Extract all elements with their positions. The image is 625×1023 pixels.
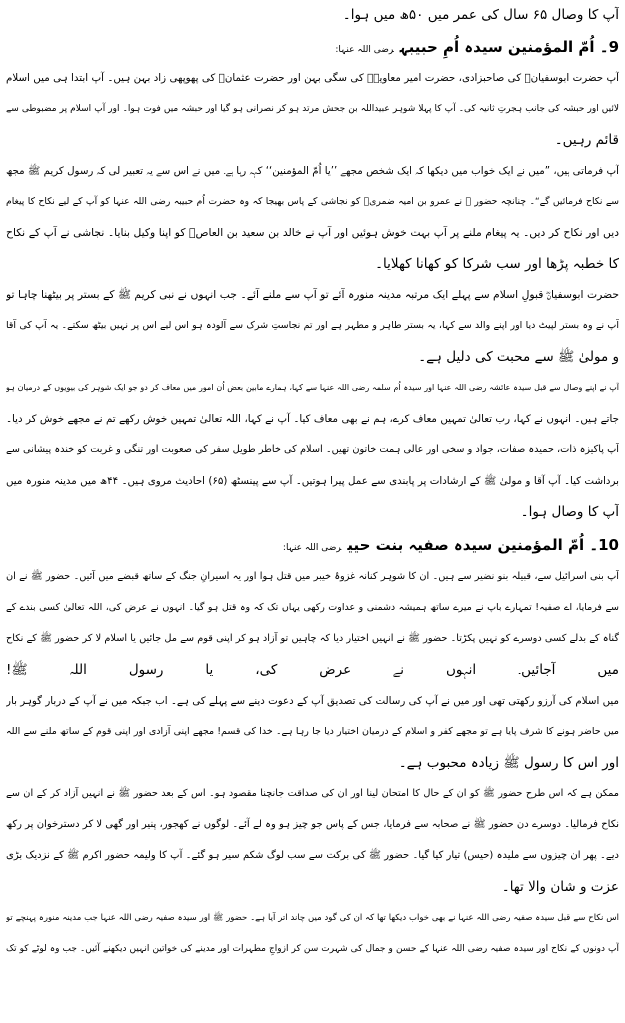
line-text: حضرت ابوسفیانؓ قبولِ اسلام سے پہلے ایک مرتبہ مدینہ منورہ آئے تو آپ سے ملنے آئے۔ جب انہوں نے نبی کریم ﷺ کے بستر پر بیٹھنا چاہا تو <box>6 288 619 301</box>
page-line <box>6 156 619 186</box>
page-line <box>6 810 619 840</box>
line-text: دیے۔ پھر ان چیزوں سے ملیدہ (حیس) تیار کیا گیا۔ حضور ﷺ کی برکت سے سب لوگ شکم سیر ہو گئے۔ آپ کا ولیمہ حضور اکرم ﷺ کے نزدیک بڑی <box>6 850 619 861</box>
page-line <box>6 0 619 30</box>
line-text: سے فرمایا، اے صفیہ! تمہارے باپ نے میرے ساتھ ہمیشہ دشمنی و عداوت رکھی یہاں تک کہ وہ قتل ہو گیا۔ انہوں نے عرض کی، اللہ تعالیٰ کسی بندے کے <box>6 602 619 613</box>
page-line <box>6 342 619 372</box>
line-text: سے نکاح فرمائیں گے“۔ چنانچہ حضور ﷺ نے عمرو بن امیہ ضمریؓ کو نجاشی کے پاس بھیجا کہ وہ حضرت اُم حبیبہ رضی اللہ عنہا کو آپ کے لیے نکاح کا پیغام <box>6 196 619 207</box>
line-text: آپ پاکیزہ ذات، حمیدہ صفات، جواد و سخی اور عالی ہمت خاتون تھیں۔ اسلام کی خاطر طویل سفر کی صعوبت اور تنگی و غربت کو خندہ پیشانی سے <box>6 444 619 455</box>
page-line <box>6 249 619 279</box>
heading-honorific: رضی اللہ عنہا: <box>335 45 394 55</box>
page-line <box>6 779 619 809</box>
line-text: آپ دونوں کے نکاح اور سیدہ صفیہ رضی اللہ عنہا کے حسن و جمال کی شہرت سن کر ازواجِ مطہرات اور مدینے کی خواتین انہیں دیکھنے آئیں۔ جب وہ لوٹے کو تک <box>6 944 619 954</box>
line-text: آپ نے وہ بستر لپیٹ دیا اور اپنے والد سے کہا، یہ بستر طاہر و مطہر ہے اور تم نجاستِ شرک سے آلودہ ہو اس لیے اس پر نہیں بیٹھ سکتے۔ یہ آپ کی آقا <box>6 320 619 331</box>
line-text: عزت و شان والا تھا۔ <box>501 879 619 895</box>
line-text: آپ کا وصال ہوا۔ <box>520 504 619 520</box>
line-text: میں آجائیں۔ انہوں نے عرض کی، یا رسول اللہ ﷺ! <box>6 662 619 678</box>
line-text: آپ فرماتی ہیں، ”میں نے ایک خواب میں دیکھا کہ ایک شخص مجھے ’’یا اُمّ المؤمنین‘‘ کہہ رہا ہے۔ میں نے اس سے یہ تعبیر لی کہ رسول کریم ﷺ مجھ <box>6 165 619 177</box>
section-heading-safiyya <box>6 530 619 560</box>
line-text: آپ کا وصال ۶۵ سال کی عمر میں ۵۰ھ میں ہوا۔ <box>342 7 619 23</box>
heading-honorific: رضی اللہ عنہا: <box>282 543 342 553</box>
line-text: دیں اور نکاح کر دیں۔ یہ پیغام ملنے پر آپ بہت خوش ہوئیں اور آپ نے خالد بن سعید بن العاصؓ کو اپنا وکیل بنایا۔ نجاشی نے آپ کے نکاح <box>6 226 619 239</box>
page-line <box>6 63 619 93</box>
line-text: اور اس کا رسول ﷺ زیادہ محبوب ہے۔ <box>398 755 619 771</box>
line-text: آپ نے اپنے وصال سے قبل سیدہ عائشہ رضی اللہ عنہا اور سیدہ اُم سلمہ رضی اللہ عنہا سے کہا، ہمارے مابین بعض اُن امور میں معاف کر دو جو ایک شوہر کی بیویوں کے درمیان ہو <box>6 383 619 392</box>
line-text: ممکن ہے کہ اس طرح حضور ﷺ کو ان کے حال کا امتحان لینا اور ان کی صداقت جانچنا مقصود ہو۔ اس کے بعد حضور ﷺ نے انہیں آزاد کر کے ان سے <box>6 788 619 799</box>
line-text: آپ بنی اسرائیل سے، قبیلہ بنو نضیر سے ہیں۔ ان کا شوہر کنانہ غزوۂ خیبر میں قتل ہوا اور یہ اسیرانِ جنگ کے ساتھ قبضے میں آئیں۔ حضور ﷺ نے ان <box>6 571 619 582</box>
line-text: کا خطبہ پڑھا اور سب شرکا کو کھانا کھلایا۔ <box>375 256 619 272</box>
page-line <box>6 218 619 248</box>
page-line <box>6 934 619 964</box>
page-line <box>6 404 619 434</box>
book-page <box>6 0 619 1023</box>
line-text: میں اسلام کی آرزو رکھتی تھی اور میں نے آپ کی رسالت کی تصدیق آپ کے دعوت دینے سے پہلے کی ہے۔ اب جبکہ میں نے آپ کے دربار گوہر بار <box>6 695 619 707</box>
line-text: و مولیٰ ﷺ سے محبت کی دلیل ہے۔ <box>418 349 619 365</box>
line-text: اس نکاح سے قبل سیدہ صفیہ رضی اللہ عنہا نے بھی خواب دیکھا تھا کہ ان کی گود میں چاند اتر آیا ہے۔ حضور ﷺ اور سیدہ صفیہ رضی اللہ عنہا جب مدینہ منورہ پہنچے تو <box>6 913 619 923</box>
page-line <box>6 466 619 496</box>
line-text: گناہ کے بدلے کسی دوسرے کو نہیں پکڑتا۔ حضور ﷺ نے انہیں اختیار دیا کہ چاہیں تو آزاد ہو کر اپنی قوم سے مل جائیں یا اسلام لا کر حضور ﷺ کے نکاح <box>6 633 619 644</box>
page-line <box>6 872 619 902</box>
heading-text: 10۔ اُمّ المؤمنین سیدہ صفیہ بنت حیی <box>347 536 619 554</box>
page-line <box>6 562 619 592</box>
page-line <box>6 187 619 217</box>
line-text: جاتے ہیں۔ انہوں نے کہا، رب تعالیٰ تمہیں معاف کرے، ہم نے بھی معاف کیا۔ آپ نے کہا، اللہ تعالیٰ تمہیں خوش رکھے تم نے مجھے خوش کر دیا۔ <box>6 413 619 425</box>
page-line <box>6 593 619 623</box>
page-line <box>6 624 619 654</box>
page-line <box>6 655 619 685</box>
page-line <box>6 497 619 527</box>
heading-text: 9۔ اُمّ المؤمنین سیدہ اُمِ حبیبہ <box>399 38 619 56</box>
page-line <box>6 311 619 341</box>
line-text: قائم رہیں۔ <box>554 132 619 148</box>
page-line <box>6 125 619 155</box>
page-line <box>6 903 619 933</box>
line-text: لائیں اور حبشہ کی جانب ہجرتِ ثانیہ کی۔ آپ کا پہلا شوہر عبیداللہ بن جحش مرتد ہو کر نصرانی ہو گیا اور حبشہ میں فوت ہوا۔ اور آپ اسلام پر مضبوطی سے <box>6 104 619 114</box>
page-line <box>6 748 619 778</box>
page-line <box>6 841 619 871</box>
line-text: آپ حضرت ابوسفیانؓ کی صاحبزادی، حضرت امیر معاویہؓ کی سگی بہن اور حضرت عثمانؓ کی پھوپھی زاد بہن ہیں۔ آپ ابتدا ہی میں اسلام <box>6 72 619 84</box>
page-line <box>6 94 619 124</box>
line-text: نکاح فرمالیا۔ دوسرے دن حضور ﷺ نے صحابہ سے فرمایا، جس کے پاس جو چیز ہو وہ لے آئے۔ لوگوں نے کھجور، پنیر اور گھی لا کر دسترخوان پر رکھ <box>6 819 619 830</box>
page-line <box>6 435 619 465</box>
line-text: برداشت کیا۔ آپ آقا و مولیٰ ﷺ کے ارشادات پر پابندی سے عمل پیرا ہوتیں۔ آپ سے پینسٹھ (۶۵) احادیث مروی ہیں۔ ۴۴ھ میں مدینہ منورہ میں <box>6 475 619 487</box>
section-heading-umm-habiba <box>6 32 619 62</box>
page-line <box>6 686 619 716</box>
line-text: میں حاضر ہونے کا شرف پایا ہے تو مجھے کفر و اسلام کے درمیان اختیار دیا جا رہا ہے۔ خدا کی قسم! مجھے اپنی آزادی اور اپنی قوم کے ساتھ ملنے سے اللہ <box>6 726 619 737</box>
page-line <box>6 373 619 403</box>
page-line <box>6 280 619 310</box>
page-line <box>6 717 619 747</box>
